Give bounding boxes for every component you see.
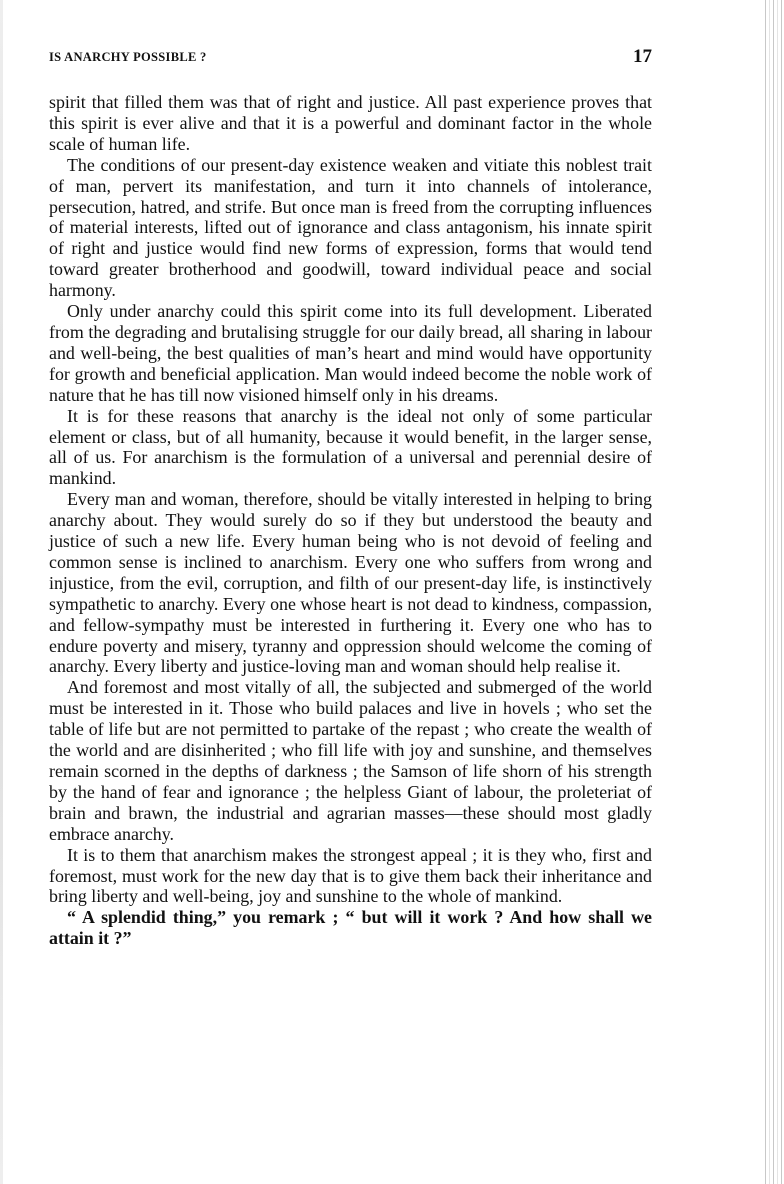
page-number: 17 — [633, 46, 652, 67]
body-text — [49, 92, 652, 949]
page-left-edge — [0, 0, 3, 1184]
paragraph: “ A splendid thing,” you remark ; “ but will it work ? And how shall we attain it ?” — [49, 907, 652, 949]
paragraph: Only under anarchy could this spirit come into its full development. Liberated from the degrading and brutalising struggle for our daily bread, all sharing in labour and well-being, the best qualities of man’s heart and mind would have opportunity for growth and beneficial application. Man would indeed become the noble work of nature that he has till now visioned himself only in his dreams. — [49, 301, 652, 405]
page-right-edge — [762, 0, 784, 1184]
paragraph: And foremost and most vitally of all, the subjected and submerged of the world must be interested in it. Those who build palaces and live in hovels ; who set the table of life but are not permitted to partake of the repast ; who create the wealth of the world and are disinherited ; who fill life with joy and sunshine, and themselves remain scorned in the depths of darkness ; the Samson of life shorn of his strength by the hand of fear and ignorance ; the helpless Giant of labour, the proleteriat of brain and brawn, the industrial and agrarian masses—these should most gladly embrace anarchy. — [49, 677, 652, 844]
paragraph: Every man and woman, therefore, should be vitally interested in helping to bring anarchy about. They would surely do so if they but understood the beauty and justice of such a new life. Every human being who is not devoid of feeling and common sense is inclined to anarchism. Every one who suffers from wrong and injustice, from the evil, corruption, and filth of our present-day life, is instinctively sympathetic to anarchy. Every one whose heart is not dead to kindness, compassion, and fellow-sympathy must be interested in furthering it. Every one who has to endure poverty and misery, tyranny and oppression should welcome the coming of anarchy. Every liberty and justice-loving man and woman should help realise it. — [49, 489, 652, 677]
paragraph: It is to them that anarchism makes the strongest appeal ; it is they who, first and foremost, must work for the new day that is to give them back their inheritance and bring liberty and well-being, joy and sunshine to the whole of mankind. — [49, 844, 652, 907]
paragraph: It is for these reasons that anarchy is the ideal not only of some particular element or class, but of all humanity, because it would benefit, in the larger sense, all of us. For anarchism is the formulation of a universal and perennial desire of mankind. — [49, 405, 652, 489]
paragraph: The conditions of our present-day existence weaken and vitiate this noblest trait of man, pervert its manifestation, and turn it into channels of intolerance, persecution, hatred, and strife. But once man is freed from the corrupting influences of material interests, lifted out of ignorance and class antagonism, his innate spirit of right and justice would find new forms of expression, forms that would tend toward greater brotherhood and goodwill, toward individual peace and social harmony. — [49, 154, 652, 301]
paragraph: spirit that filled them was that of right and justice. All past experience proves that this spirit is ever alive and that it is a powerful and dominant factor in the whole scale of human life. — [49, 92, 652, 154]
page-header — [49, 46, 652, 70]
running-title: IS ANARCHY POSSIBLE ? — [49, 50, 207, 64]
